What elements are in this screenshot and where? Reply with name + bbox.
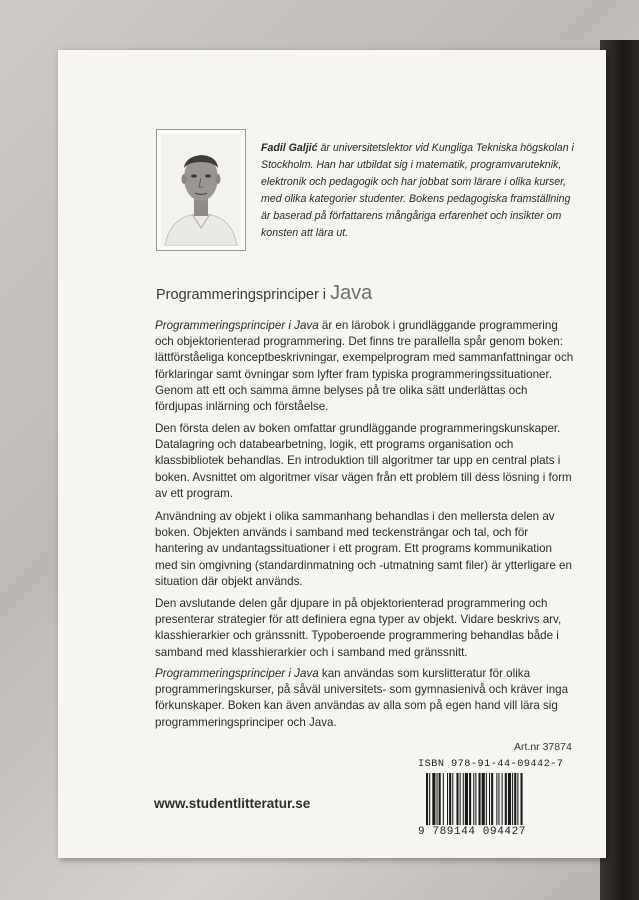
heading-java: Java bbox=[330, 282, 373, 304]
description-paragraph-3: Användning av objekt i olika sammanhang behandlas i den mellersta delen av boken. Objekten används i samband med teckensträngar och tal, och för hantering av undantagssituationer i ett program. Ett programs kommunikation med sin omgivning (standardinmatning och -utmatning samt filer) är ytterligare en situation där objekt används. bbox=[155, 510, 572, 588]
description-paragraph-4: Den avslutande delen går djupare in på objektorienterad programmering och presenterar strategier för att definiera egna typer av objekt. Vidare beskrivs arv, klasshierarkier och gränssnitt. Typoberoende programmering behandlas både i samband med klasshierarkier och i samband med gränssnitt. bbox=[155, 597, 562, 659]
paragraph-1-title: Programmeringsprinciper i Java bbox=[155, 319, 319, 332]
heading-prefix: Programmeringsprinciper i bbox=[156, 287, 331, 303]
barcode-digits: 9 789144 094427 bbox=[418, 826, 527, 838]
paragraph-5-title: Programmeringsprinciper i Java bbox=[155, 667, 319, 680]
author-portrait bbox=[161, 134, 241, 246]
author-photo bbox=[156, 129, 246, 251]
author-bio-text: är universitetslektor vid Kungliga Tekniska högskolan i Stockholm. Han har utbildat sig i matematik, programvaruteknik, elektronik och pedagogik och har jobbat som lärare i olika kurser, med olika kategorier studenter. Bokens pedagogiska framställning är baserad på författarens mångåriga erfarenhet och insikter om konsten att lära ut. bbox=[261, 142, 574, 239]
isbn-label: ISBN 978-91-44-09442-7 bbox=[418, 759, 564, 770]
paragraph-5-text: kan användas som kurslitteratur för olika programmeringskurser, på såväl universitets- som gymnasienivå och kräver inga förkunskaper. Boken kan även användas av alla som på egen hand vill lära sig programmeringsprinciper och Java. bbox=[155, 667, 569, 729]
barcode-icon bbox=[420, 773, 570, 829]
description-paragraph-1 bbox=[155, 318, 575, 415]
description-paragraph-2: Den första delen av boken omfattar grundläggande programmeringskunskaper. Datalagring och databearbetning, logik, ett programs organisation och klassbibliotek behandlas. En introduktion till algoritmer tar upp en central plats i boken. Avsnittet om algoritmer visar vägen från ett problem till dess lösning i form av ett program. bbox=[155, 422, 572, 500]
book-back-cover bbox=[58, 50, 606, 858]
description-paragraph-5 bbox=[155, 666, 575, 731]
paragraph-1-text: är en lärobok i grundläggande programmering och objektorienterad programmering. Det finns tre parallella spår genom boken: lättförståeliga konceptbeskrivningar, exempelprogram med sammanfattningar och förklaringar samt övningar som lyfter fram typiska programmeringssituationer. Genom att ett och samma ämne belyses på tre olika sätt underlättas och fördjupas inlärning och förståelse. bbox=[155, 319, 574, 414]
isbn-barcode bbox=[420, 773, 570, 829]
author-bio bbox=[261, 140, 581, 242]
author-name: Fadil Galjić bbox=[261, 142, 318, 154]
book-title-heading bbox=[156, 282, 372, 305]
article-number: Art.nr 37874 bbox=[514, 741, 572, 753]
publisher-url: www.studentlitteratur.se bbox=[154, 796, 311, 811]
